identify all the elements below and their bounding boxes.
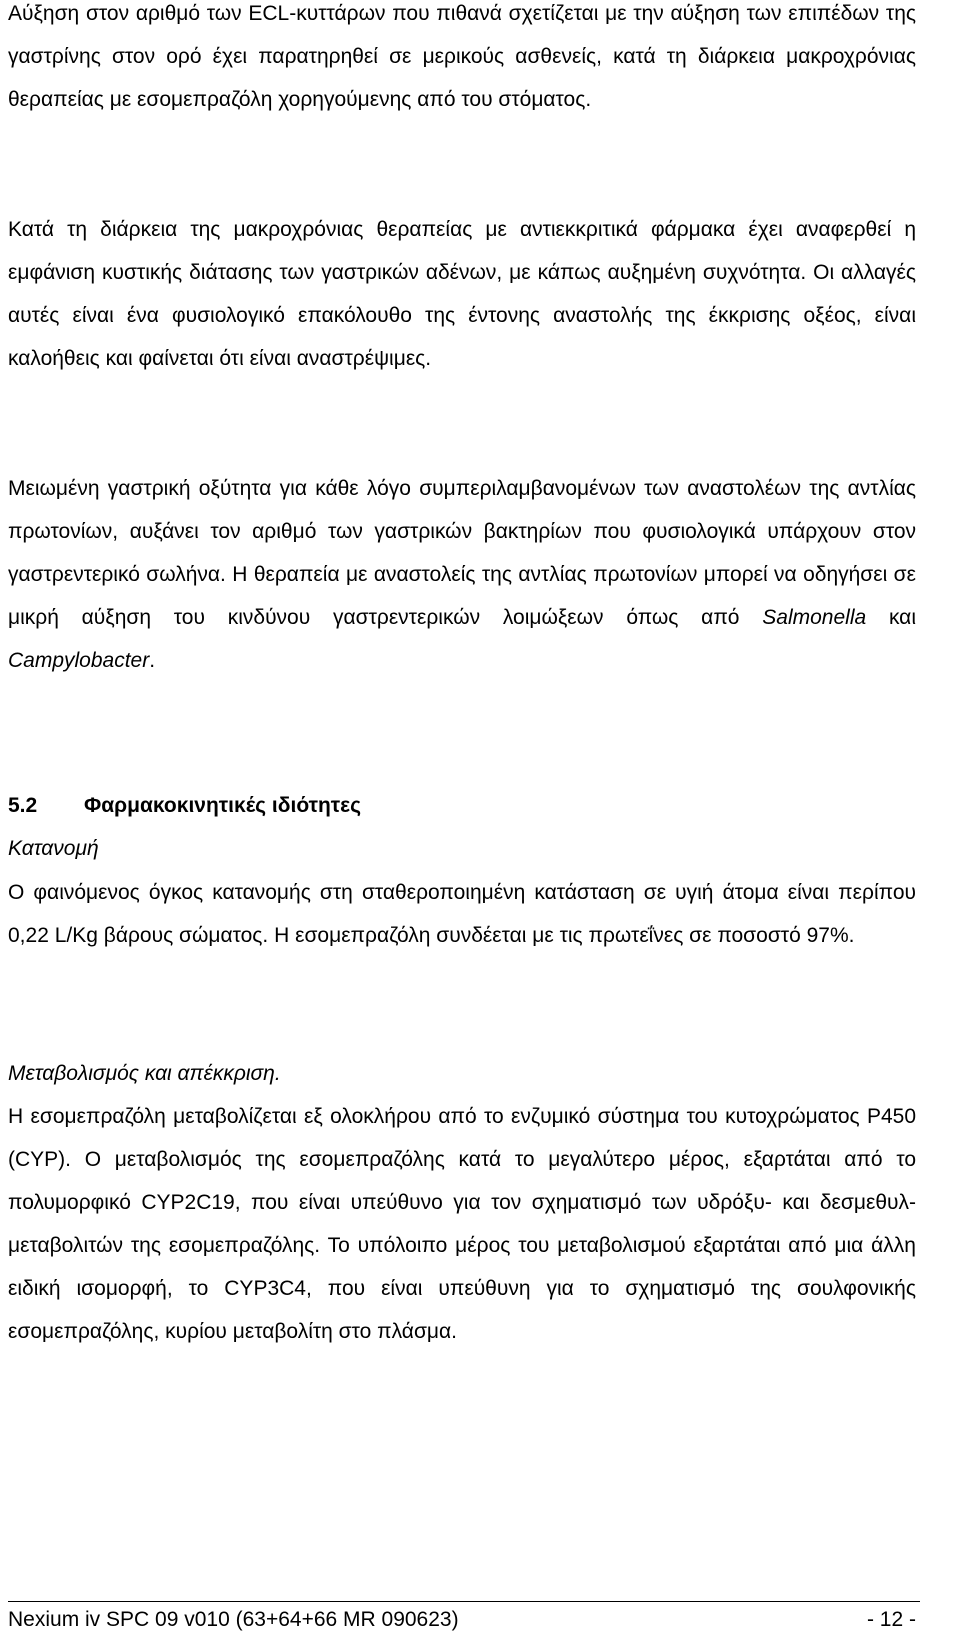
paragraph-text: και (866, 606, 916, 629)
paragraph-gastric-acidity (8, 467, 916, 682)
footer-document-id: Nexium iv SPC 09 v010 (63+64+66 MR 090623) (8, 1608, 459, 1631)
campylobacter-term: Campylobacter (8, 649, 150, 672)
section-number: 5.2 (8, 794, 38, 817)
paragraph-text: . (149, 649, 156, 672)
salmonella-term: Salmonella (762, 606, 867, 629)
footer-page-number: - 12 - (866, 1608, 916, 1631)
paragraph-ecl-cells: Αύξηση στον αριθμό των ECL-κυττάρων που πιθανά σχετίζεται με την αύξηση των επιπέδων της γαστρίνης στον ορό έχει παρατηρηθεί σε μερικούς ασθενείς, κατά τη διάρκεια μακροχρόνιας θεραπείας με εσομεπραζόλη χορηγούμενης από του στόματος. (8, 2, 916, 111)
paragraph-text: Μειωμένη γαστρική οξύτητα για κάθε λόγο συμπεριλαμβανομένων των αναστολέων της αντλίας πρωτονίων, αυξάνει τον αριθμό των γαστρικών βακτηρίων που φυσιολογικά υπάρχουν στον γαστρεντερικό σωλήνα. Η θεραπεία με αναστολείς της αντλίας πρωτονίων μπορεί να οδηγήσει σε μικρή αύξηση του κινδύνου γαστρεντερικών λοιμώξεων όπως από (8, 477, 916, 629)
distribution-subheading: Κατανομή (8, 837, 99, 860)
section-heading (8, 784, 361, 827)
metabolism-paragraph: Η εσομεπραζόλη μεταβολίζεται εξ ολοκλήρου από το ενζυμικό σύστημα του κυτοχρώματος P450 (CYP). Ο μεταβολισμός της εσομεπραζόλης κατά το μεγαλύτερο μέρος, εξαρτάται από το πολυμορφικό CYP2C19, που είναι υπεύθυνο για τον σχηματισμό των υδρόξυ- και δεσμεθυλ- μεταβολιτών της εσομεπραζόλης. Το υπόλοιπο μέρος του μεταβολισμού εξαρτάται από μια άλλη ειδική ισομορφή, το CYP3C4, που είναι υπεύθυνη για το σχηματισμό της σουλφονικής εσομεπραζόλης, κυρίου μεταβολίτη στο πλάσμα. (8, 1105, 916, 1343)
paragraph-cystic-dilatation: Κατά τη διάρκεια της μακροχρόνιας θεραπείας με αντιεκκριτικά φάρμακα έχει αναφερθεί η εμφάνιση κυστικής διάτασης των γαστρικών αδένων, με κάπως αυξημένη συχνότητα. Οι αλλαγές αυτές είναι ένα φυσιολογικό επακόλουθο της έντονης αναστολής της έκκρισης οξέος, είναι καλοήθεις και φαίνεται ότι είναι αναστρέψιμες. (8, 218, 916, 370)
section-title: Φαρμακοκινητικές ιδιότητες (84, 794, 362, 817)
distribution-paragraph: Ο φαινόμενος όγκος κατανομής στη σταθεροποιημένη κατάσταση σε υγιή άτομα είναι περίπου 0,22 L/Kg βάρους σώματος. Η εσομεπραζόλη συνδέεται με τις πρωτεΐνες σε ποσοστό 97%. (8, 881, 916, 947)
footer-divider (8, 1601, 920, 1602)
metabolism-subheading: Μεταβολισμός και απέκκριση. (8, 1062, 281, 1085)
